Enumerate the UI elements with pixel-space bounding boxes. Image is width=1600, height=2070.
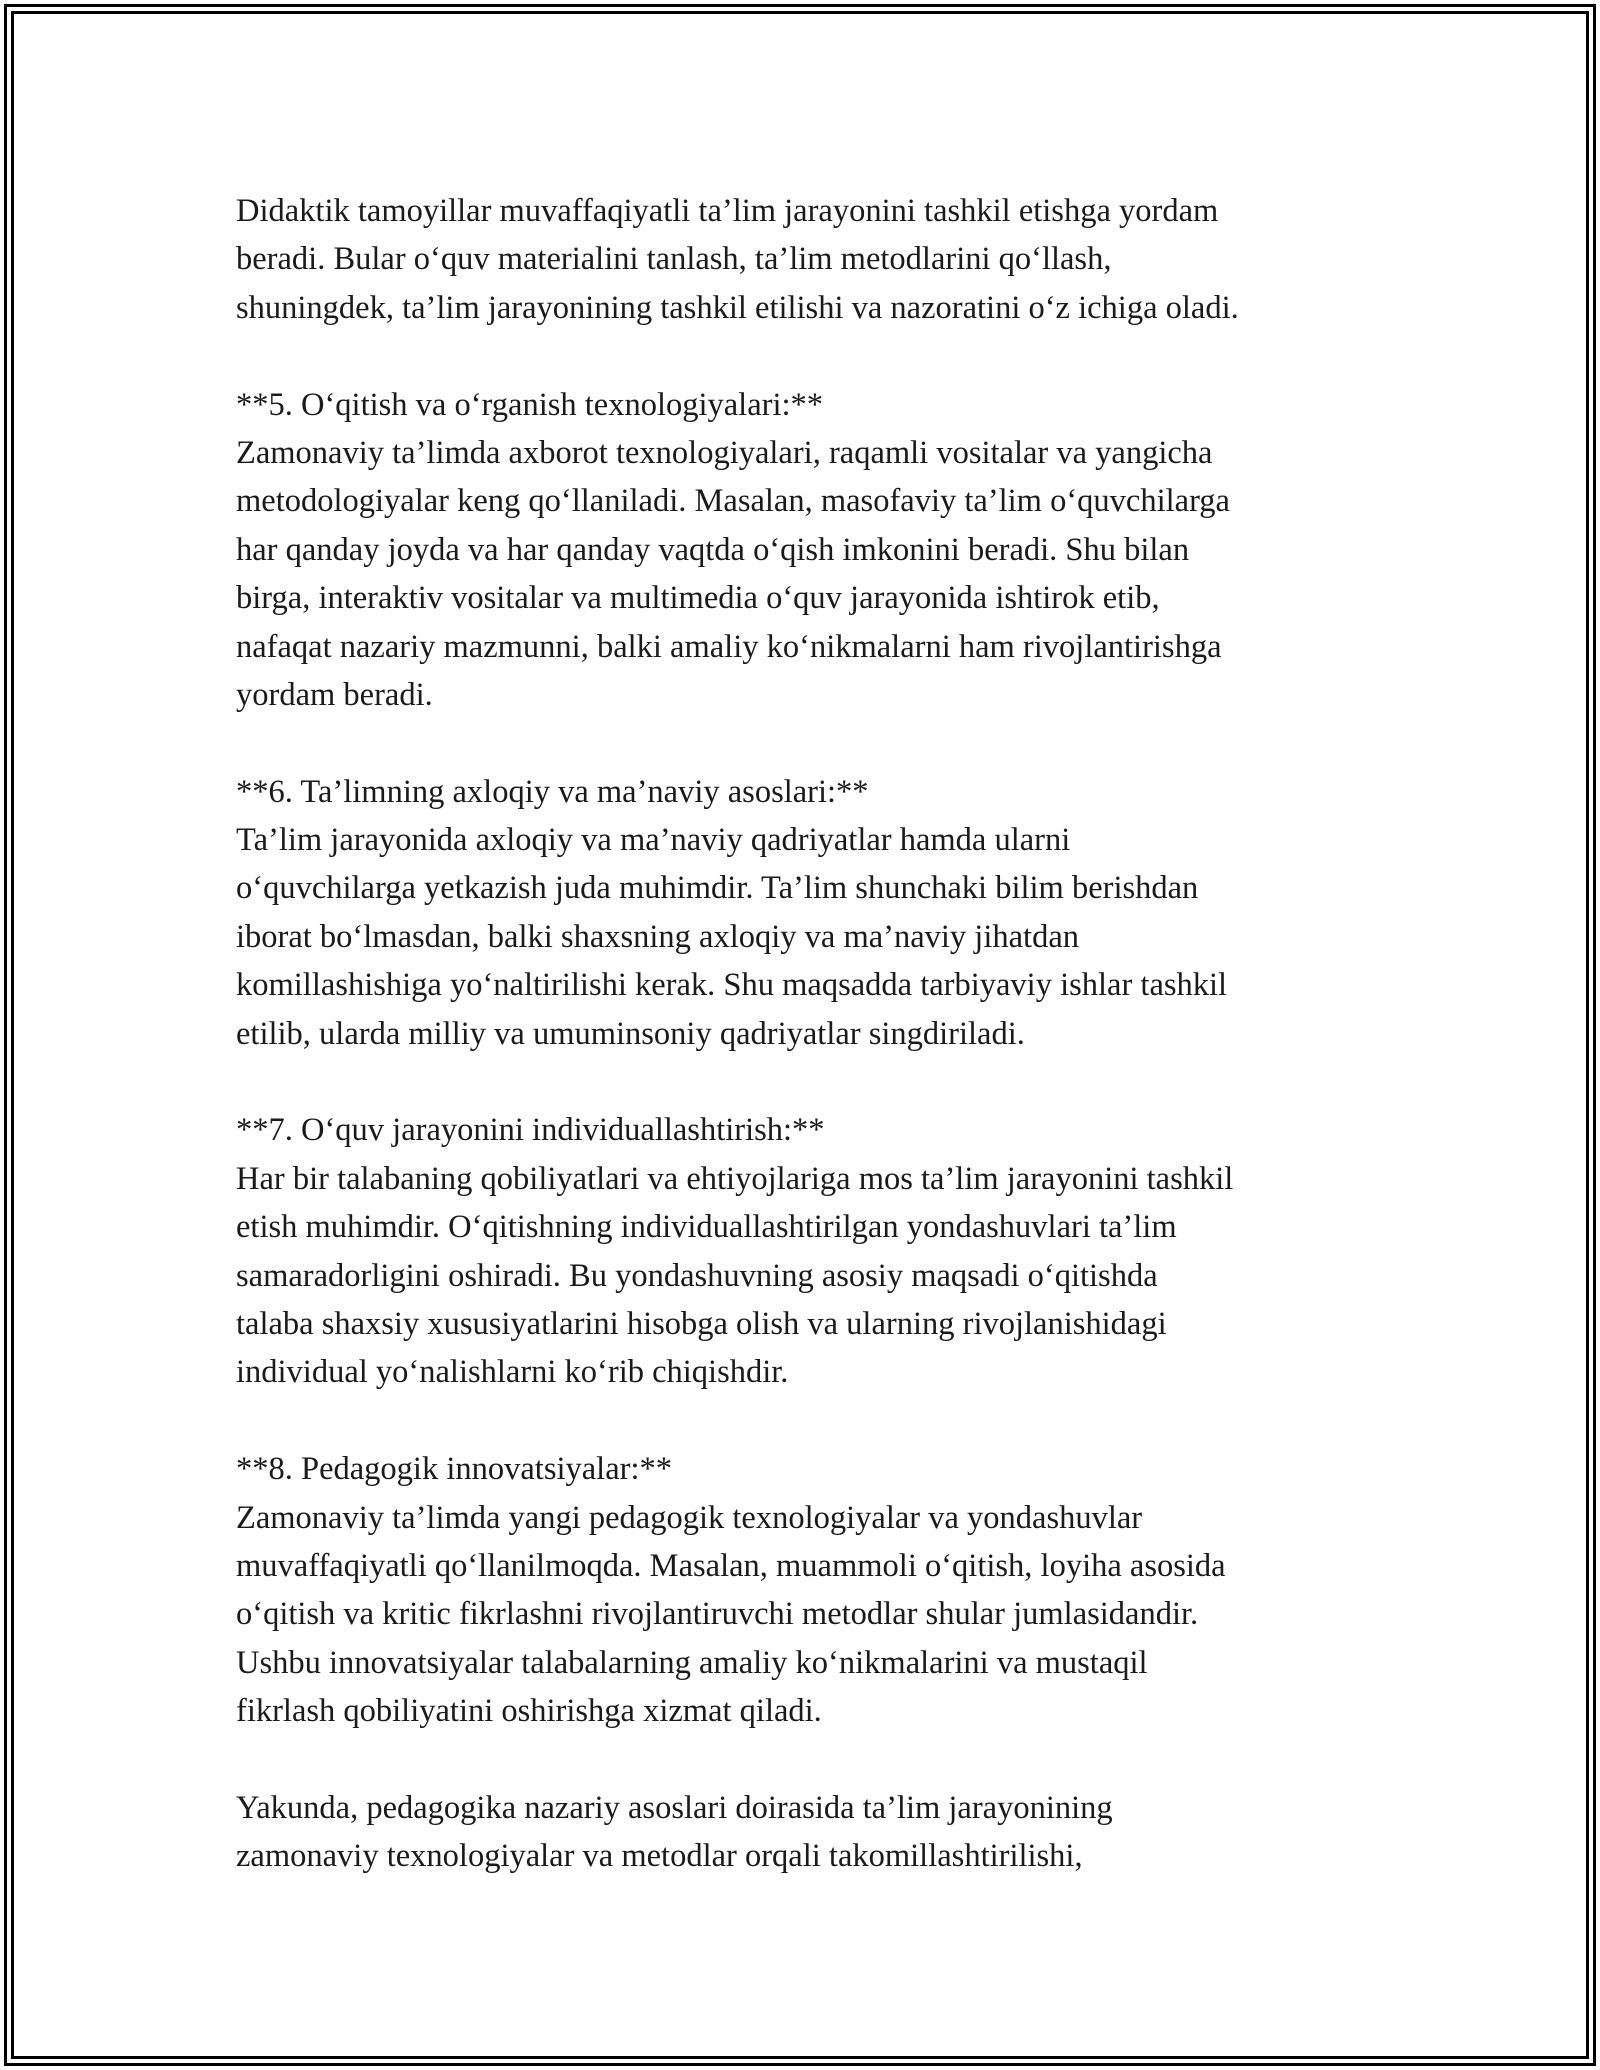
- text-line: Ushbu innovatsiyalar talabalarning amaliy ko‘nikmalarini va mustaqil: [236, 1644, 1148, 1681]
- paragraph: [236, 1445, 1416, 1735]
- text-line: **8. Pedagogik innovatsiyalar:**: [236, 1451, 672, 1488]
- text-line: iborat bo‘lmasdan, balki shaxsning axloqiy va ma’naviy jihatdan: [236, 918, 1080, 955]
- document-body: [236, 187, 1416, 1881]
- paragraph-spacer: [236, 1058, 1416, 1106]
- text-line: o‘qitish va kritic fikrlashni rivojlantiruvchi metodlar shular jumlasidandir.: [236, 1596, 1199, 1633]
- text-line: etish muhimdir. O‘qitishning individuallashtirilgan yondashuvlari ta’lim: [236, 1209, 1177, 1246]
- text-line: o‘quvchilarga yetkazish juda muhimdir. Ta’lim shunchaki bilim berishdan: [236, 870, 1199, 907]
- paragraph-spacer: [236, 1736, 1416, 1784]
- text-line: metodologiyalar keng qo‘llaniladi. Masalan, masofaviy ta’lim o‘quvchilarga: [236, 483, 1230, 520]
- text-line: zamonaviy texnologiyalar va metodlar orqali takomillashtirilishi,: [236, 1838, 1083, 1875]
- paragraph: [236, 187, 1416, 332]
- text-line: muvaffaqiyatli qo‘llanilmoqda. Masalan, muammoli o‘qitish, loyiha asosida: [236, 1547, 1226, 1584]
- paragraph: [236, 768, 1416, 1058]
- text-line: **6. Ta’limning axloqiy va ma’naviy asoslari:**: [236, 773, 869, 810]
- text-line: etilib, ularda milliy va umuminsoniy qadriyatlar singdiriladi.: [236, 1015, 1025, 1052]
- text-line: fikrlash qobiliyatini oshirishga xizmat qiladi.: [236, 1693, 822, 1730]
- text-line: **7. O‘quv jarayonini individuallashtirish:**: [236, 1112, 825, 1149]
- text-line: Yakunda, pedagogika nazariy asoslari doirasida ta’lim jarayonining: [236, 1789, 1113, 1826]
- paragraph-spacer: [236, 719, 1416, 767]
- text-line: shuningdek, ta’lim jarayonining tashkil etilishi va nazoratini o‘z ichiga oladi.: [236, 289, 1239, 326]
- paragraph: [236, 381, 1416, 720]
- paragraph-spacer: [236, 1397, 1416, 1445]
- text-line: Didaktik tamoyillar muvaffaqiyatli ta’lim jarayonini tashkil etishga yordam: [236, 193, 1219, 229]
- text-line: Zamonaviy ta’limda axborot texnologiyalari, raqamli vositalar va yangicha: [236, 434, 1213, 471]
- text-line: komillashishiga yo‘naltirilishi kerak. Shu maqsadda tarbiyaviy ishlar tashkil: [236, 967, 1228, 1004]
- text-line: har qanday joyda va har qanday vaqtda o‘qish imkonini beradi. Shu bilan: [236, 531, 1190, 568]
- text-line: talaba shaxsiy xususiyatlarini hisobga olish va ularning rivojlanishidagi: [236, 1305, 1167, 1342]
- paragraph-spacer: [236, 332, 1416, 380]
- text-line: **5. O‘qitish va o‘rganish texnologiyalari:**: [236, 386, 824, 423]
- text-line: individual yo‘nalishlarni ko‘rib chiqishdir.: [236, 1354, 789, 1391]
- text-line: yordam beradi.: [236, 676, 433, 713]
- text-line: birga, interaktiv vositalar va multimedia o‘quv jarayonida ishtirok etib,: [236, 580, 1160, 617]
- text-line: Har bir talabaning qobiliyatlari va ehtiyojlariga mos ta’lim jarayonini tashkil: [236, 1160, 1234, 1197]
- paragraph: [236, 1784, 1416, 1881]
- text-line: Ta’lim jarayonida axloqiy va ma’naviy qadriyatlar hamda ularni: [236, 822, 1071, 859]
- text-line: samaradorligini oshiradi. Bu yondashuvning asosiy maqsadi o‘qitishda: [236, 1257, 1158, 1294]
- text-line: Zamonaviy ta’limda yangi pedagogik texnologiyalar va yondashuvlar: [236, 1499, 1143, 1536]
- paragraph: [236, 1106, 1416, 1396]
- text-line: beradi. Bular o‘quv materialini tanlash, ta’lim metodlarini qo‘llash,: [236, 241, 1112, 278]
- text-line: nafaqat nazariy mazmunni, balki amaliy ko‘nikmalarni ham rivojlantirishga: [236, 628, 1222, 665]
